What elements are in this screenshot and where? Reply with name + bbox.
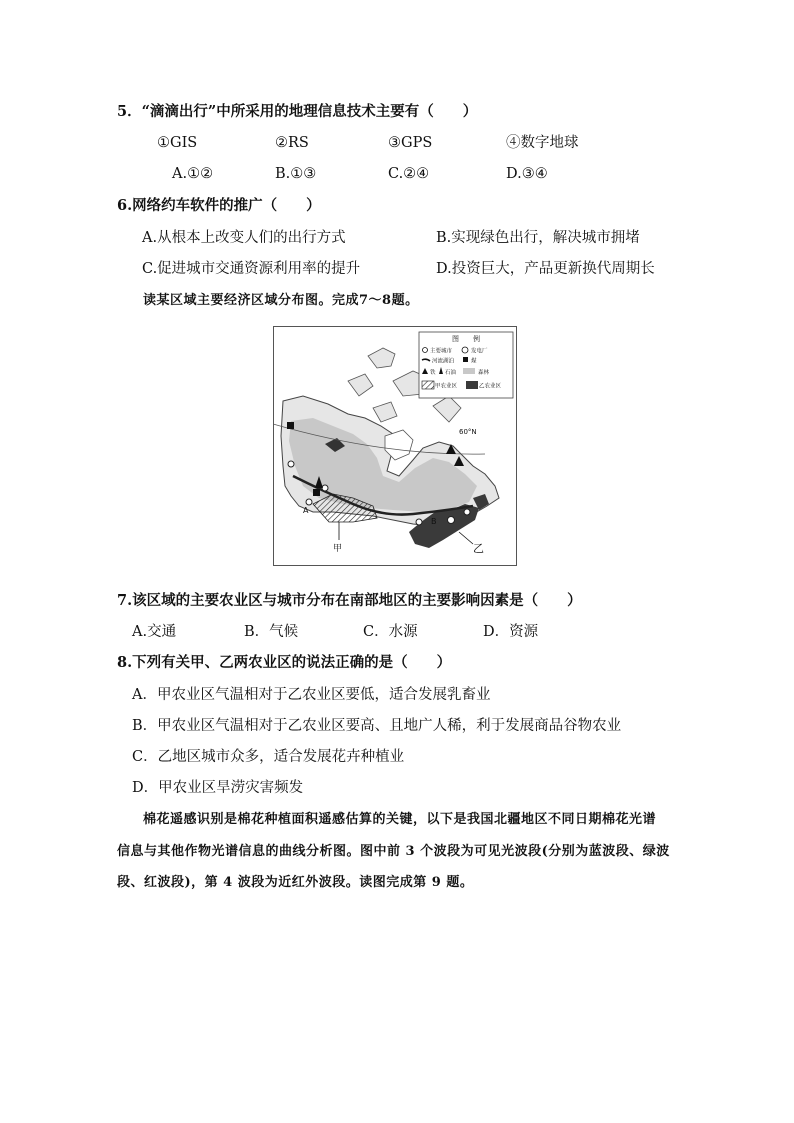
q5-option-d: D.③④	[506, 166, 548, 182]
spectrum-intro-line-2: 信息与其他作物光谱信息的曲线分析图。图中前 3 个波段为可见光波段(分别为蓝波段、绿波	[117, 844, 670, 859]
legend-oil: 石油	[445, 370, 457, 376]
q7-option-c: C．水源	[363, 624, 418, 640]
q7-option-b: B．气候	[244, 624, 299, 640]
q5-option-a: A.①②	[172, 166, 214, 182]
spectrum-intro-line-3: 段、红波段)，第 4 波段为近红外波段。读图完成第 9 题。	[117, 875, 474, 890]
q6-option-d: D.投资巨大，产品更新换代周期长	[436, 261, 655, 277]
legend-iron: 铁	[430, 370, 436, 376]
legend-river: 河流湖泊	[432, 358, 455, 365]
q5-item-2: ②RS	[275, 135, 309, 151]
map-label-a: A	[303, 506, 309, 515]
map-latitude-label: 60°N	[459, 428, 477, 436]
legend-agri-jia: 甲农业区	[435, 383, 458, 390]
legend-agri-yi: 乙农业区	[479, 383, 502, 390]
q7-option-a: A.交通	[132, 624, 177, 640]
q8-option-c: C．乙地区城市众多，适合发展花卉种植业	[132, 749, 405, 765]
q5-option-b: B.①③	[275, 166, 317, 182]
q8-option-d: D．甲农业区旱涝灾害频发	[132, 780, 304, 796]
q5-item-4: ④数字地球	[506, 135, 579, 151]
q5-option-c: C.②④	[388, 166, 430, 182]
canada-economic-map	[273, 326, 517, 566]
legend-power-plant: 发电厂	[471, 348, 488, 355]
q5-item-1: ①GIS	[157, 135, 198, 151]
q7-stem: 7.该区域的主要农业区与城市分布在南部地区的主要影响因素是（ ）	[117, 592, 582, 609]
map-legend-title: 图 例	[452, 335, 480, 343]
map-intro: 读某区域主要经济区域分布图。完成7～8题。	[143, 293, 419, 308]
q5-item-3: ③GPS	[388, 135, 433, 151]
legend-city: 主要城市	[430, 348, 453, 355]
q8-option-b: B．甲农业区气温相对于乙农业区要高、且地广人稀，利于发展商品谷物农业	[132, 718, 622, 734]
map-label-b: B	[431, 517, 437, 526]
q5-stem: 5．“滴滴出行”中所采用的地理信息技术主要有（ ）	[117, 103, 478, 120]
q7-option-d: D．资源	[483, 624, 539, 640]
q6-option-a: A.从根本上改变人们的出行方式	[142, 230, 346, 246]
q6-option-c: C.促进城市交通资源利用率的提升	[142, 261, 361, 277]
q6-option-b: B.实现绿色出行，解决城市拥堵	[436, 230, 640, 246]
q8-option-a: A．甲农业区气温相对于乙农业区要低，适合发展乳畜业	[132, 687, 491, 703]
legend-coal: 煤	[471, 358, 477, 365]
map-label-jia: 甲	[333, 544, 343, 554]
q6-stem: 6.网络约车软件的推广（ ）	[117, 197, 321, 214]
legend-forest: 森林	[478, 370, 490, 376]
q8-stem: 8.下列有关甲、乙两农业区的说法正确的是（ ）	[117, 654, 452, 671]
spectrum-intro-line-1: 棉花遥感识别是棉花种植面积遥感估算的关键，以下是我国北疆地区不同日期棉花光谱	[143, 812, 657, 827]
map-label-yi: 乙	[473, 542, 484, 555]
